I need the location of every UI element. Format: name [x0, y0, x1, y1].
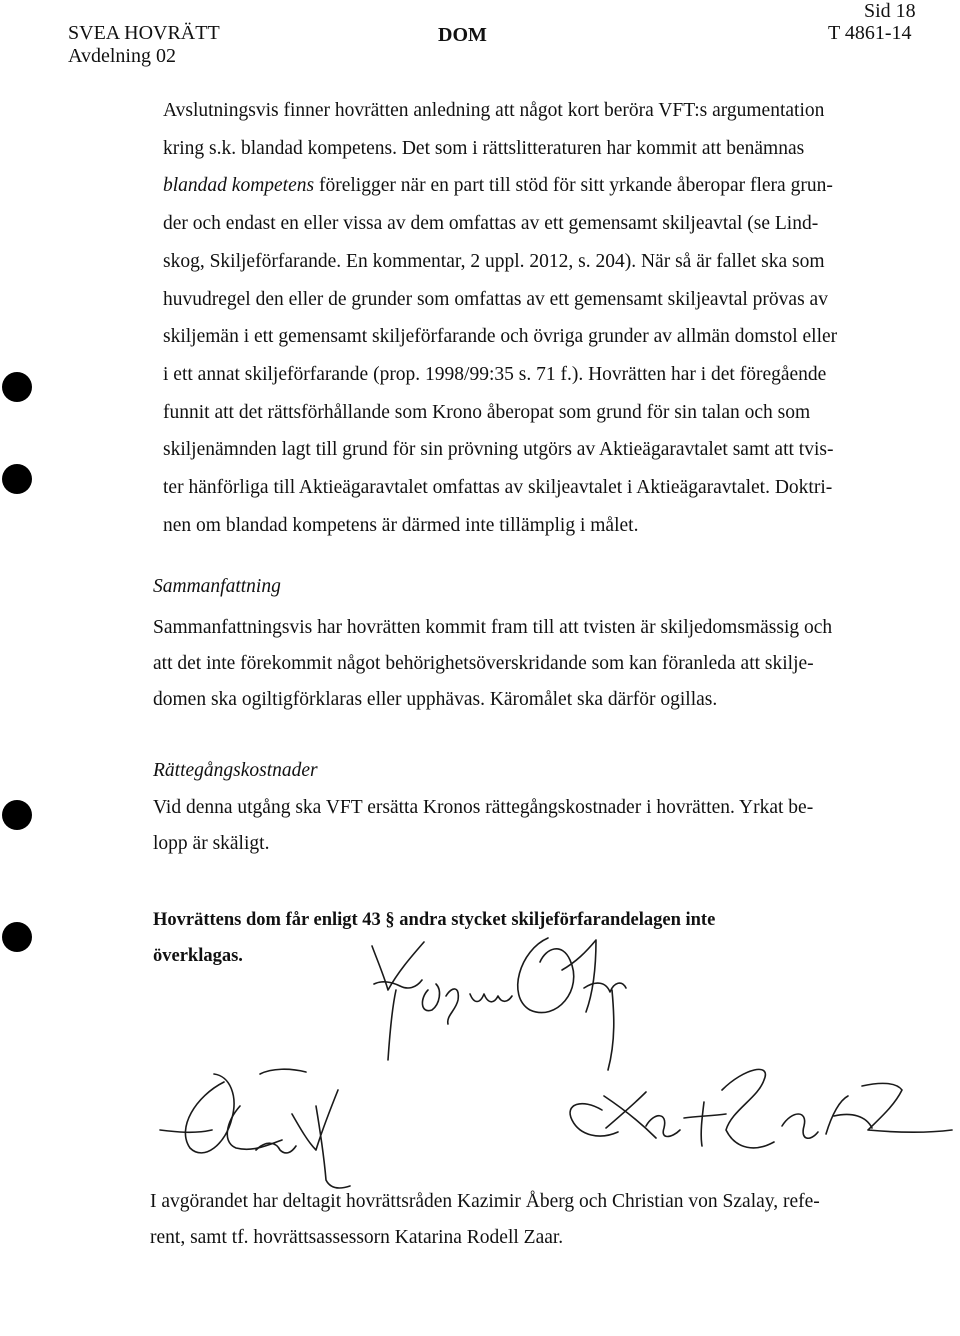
text-line: nen om blandad kompetens är därmed inte tillämplig i målet. — [163, 514, 639, 536]
text-run: föreligger när en part till stöd för sitt yrkande åberopar flera grun- — [314, 175, 833, 197]
punch-hole — [2, 800, 32, 830]
text-line: der och endast en eller vissa av dem omfattas av ett gemensamt skiljeavtal (se Lind- — [163, 213, 819, 235]
page-number: Sid 18 — [864, 0, 916, 22]
text-line: Sammanfattningsvis har hovrätten kommit fram till att tvisten är skiljedomsmässig och — [153, 617, 833, 638]
text-line: rent, samt tf. hovrättsassessorn Katarina Rodell Zaar. — [150, 1227, 564, 1248]
text-line: att det inte förekommit något behörighetsöverskridande som kan föranleda att skilje- — [153, 653, 814, 674]
text-line: överklagas. — [153, 946, 243, 966]
text-line: lopp är skäligt. — [153, 833, 270, 854]
document-type: DOM — [438, 24, 487, 46]
court-name: SVEA HOVRÄTT — [68, 22, 220, 44]
italic-term: blandad kompetens — [163, 175, 315, 197]
case-number: T 4861-14 — [828, 22, 912, 44]
signature-katarina-rodell-zaar — [570, 1069, 952, 1147]
paragraph-sammanfattning — [153, 610, 832, 718]
section-heading-sammanfattning: Sammanfattning — [153, 576, 281, 597]
appeal-notice — [153, 902, 715, 974]
text-line: I avgörandet har deltagit hovrättsråden Kazimir Åberg och Christian von Szalay, refe- — [150, 1191, 820, 1212]
text-line: Avslutningsvis finner hovrätten anledning att något kort beröra VFT:s argumentation — [163, 100, 825, 121]
punch-hole — [2, 922, 32, 952]
text-line: funnit att det rättsförhållande som Krono åberopat som grund för sin talan och som — [163, 401, 811, 423]
signature-christian-von-szalay — [160, 1069, 350, 1188]
text-line: domen ska ogiltigförklaras eller upphävas. Käromålet ska därför ogillas. — [153, 689, 718, 710]
text-line: i ett annat skiljeförfarande (prop. 1998/99:35 s. 71 f.). Hovrätten har i det föregående — [163, 363, 827, 385]
text-line: Hovrättens dom får enligt 43 § andra stycket skiljeförfarandelagen inte — [153, 910, 716, 930]
text-line: skog, Skiljeförfarande. En kommentar, 2 uppl. 2012, s. 204). När så är fallet ska som — [163, 250, 825, 272]
punch-hole — [2, 464, 32, 494]
paragraph-rattegangskostnader — [153, 790, 813, 862]
section-heading-rattegangskostnader: Rättegångskostnader — [153, 760, 318, 781]
text-line — [163, 167, 837, 205]
punch-hole — [2, 372, 32, 402]
text-line: huvudregel den eller de grunder som omfattas av ett gemensamt skiljeavtal prövas av — [163, 288, 828, 310]
division: Avdelning 02 — [68, 45, 176, 67]
paragraph-blandad-kompetens — [163, 92, 837, 544]
text-line: skiljemän i ett gemensamt skiljeförfarande och övriga grunder av allmän domstol eller — [163, 326, 838, 348]
text-line: skiljenämnden lagt till grund för sin prövning utgörs av Aktieägaravtalet samt att tvis- — [163, 439, 834, 461]
paragraph-composition — [150, 1184, 820, 1256]
text-line: kring s.k. blandad kompetens. Det som i rättslitteraturen har kommit att benämnas — [163, 137, 805, 159]
text-line: Vid denna utgång ska VFT ersätta Kronos rättegångskostnader i hovrätten. Yrkat be- — [153, 797, 814, 818]
text-line: ter hänförliga till Aktieägaravtalet omfattas av skiljeavtalet i Aktieägaravtalet. Doktri- — [163, 477, 833, 499]
